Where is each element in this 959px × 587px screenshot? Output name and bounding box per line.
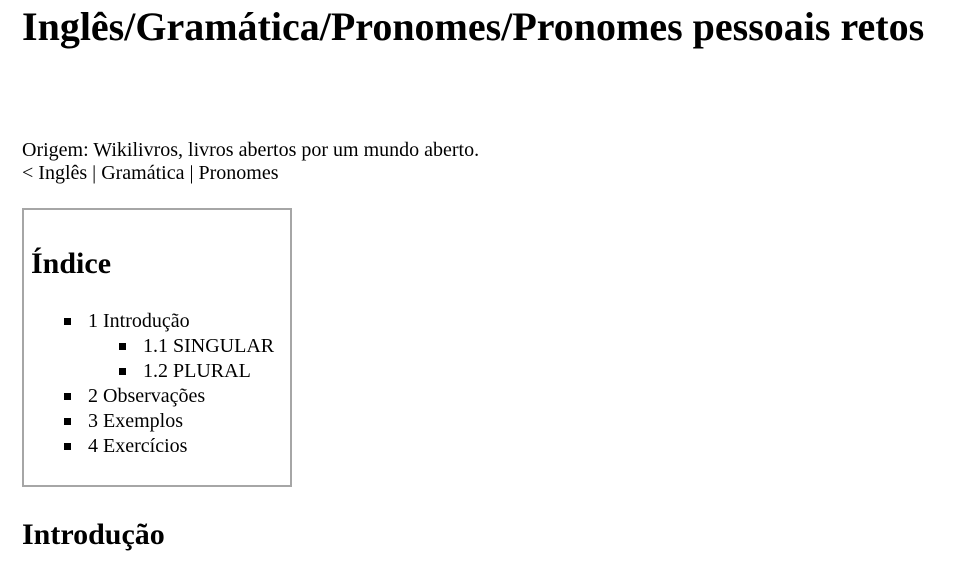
bullet-icon [64, 318, 71, 325]
section-heading-introducao: Introdução [22, 518, 165, 551]
toc-item-singular [119, 334, 274, 359]
breadcrumb-link-gramatica[interactable]: Gramática [101, 162, 185, 184]
toc-item-exemplos [64, 409, 274, 434]
breadcrumb-separator: | [184, 162, 199, 184]
bullet-icon [119, 343, 126, 350]
toc-list [64, 309, 274, 459]
toc-link-exercicios[interactable]: 4 Exercícios [88, 435, 188, 457]
toc-heading: Índice [31, 247, 112, 280]
breadcrumb-separator: | [87, 162, 102, 184]
toc-link-singular[interactable]: 1.1 SINGULAR [143, 335, 275, 357]
toc-item-exercicios [64, 434, 274, 459]
breadcrumb-link-pronomes[interactable]: Pronomes [198, 162, 279, 184]
bullet-icon [64, 393, 71, 400]
bullet-icon [119, 368, 126, 375]
toc-link-observacoes[interactable]: 2 Observações [88, 385, 206, 407]
bullet-icon [64, 418, 71, 425]
toc-item-observacoes [64, 384, 274, 409]
breadcrumb [22, 161, 278, 186]
toc-item-introducao [64, 309, 274, 384]
toc-link-plural[interactable]: 1.2 PLURAL [143, 360, 251, 382]
table-of-contents [22, 208, 292, 487]
toc-item-plural [119, 359, 274, 384]
page-title: Inglês/Gramática/Pronomes/Pronomes pessoais retos [22, 4, 925, 49]
breadcrumb-prefix: < [22, 162, 39, 184]
toc-link-exemplos[interactable]: 3 Exemplos [88, 410, 183, 432]
toc-link-introducao[interactable]: 1 Introdução [88, 310, 190, 332]
bullet-icon [64, 443, 71, 450]
breadcrumb-link-ingles[interactable]: Inglês [38, 162, 88, 184]
toc-sublist [119, 334, 274, 384]
origin-note: Origem: Wikilivros, livros abertos por um mundo aberto. [22, 139, 480, 161]
